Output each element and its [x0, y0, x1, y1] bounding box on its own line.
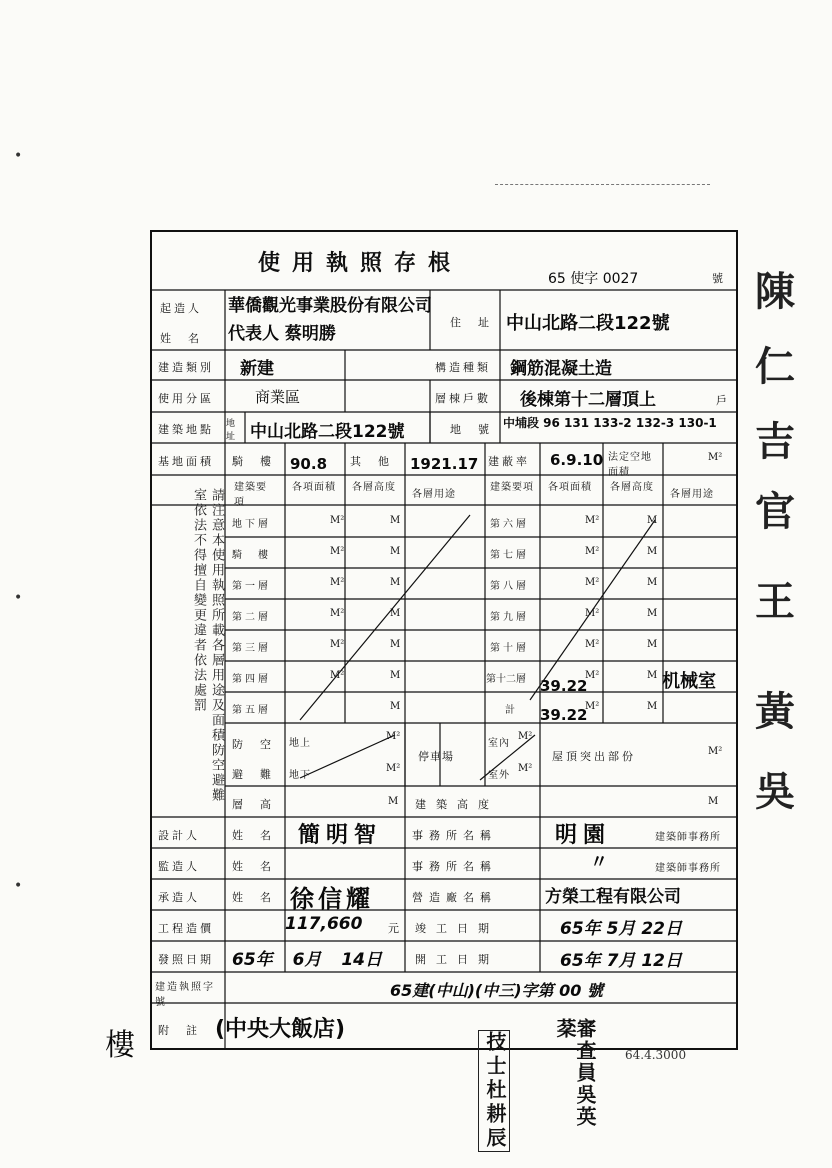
unit-m2: M²	[330, 546, 345, 557]
label-air-raid: 防 空	[232, 738, 274, 751]
label-ground-below: 地下	[289, 770, 311, 781]
serial-number: 65 使字 0027	[548, 271, 639, 287]
col-part-right: 建築要項	[490, 482, 534, 493]
unit-m2: M²	[708, 746, 723, 757]
label-contractor-name: 姓 名	[232, 891, 274, 904]
label-refuge: 避 難	[232, 768, 274, 781]
unit-m: M	[390, 639, 401, 650]
label-roof: 屋頂突出部份	[552, 750, 636, 763]
col-part: 建築要項	[234, 482, 267, 508]
hw-total-area: 39.22	[540, 706, 588, 724]
margin-char: 仁	[755, 343, 795, 390]
label-address: 住 址	[450, 316, 492, 329]
hw-use-zone: 商業區	[255, 388, 301, 406]
hw-completion: 65年 5月 22日	[560, 919, 682, 939]
stamp-reviewer: 審查員吳英棻	[553, 1018, 597, 1128]
unit-m: M	[388, 796, 399, 807]
col-height-right: 各層高度	[610, 482, 654, 493]
unit-m: M	[390, 670, 401, 681]
hw-site: 中山北路二段122號	[250, 422, 405, 442]
margin-dot: •	[14, 590, 23, 606]
margin-char: 吉	[755, 418, 795, 465]
label-start-date: 開工日期	[415, 953, 499, 966]
col-area-right: 各項面積	[548, 482, 592, 493]
floor-left-0: 地下層	[232, 519, 271, 530]
unit-m2: M²	[585, 577, 600, 588]
label-site: 建築地點	[158, 423, 214, 436]
label-ground-above: 地上	[289, 738, 311, 749]
unit-m: M	[647, 608, 658, 619]
side-note: 請注意本使用執照所載各層用途及面積防空避難室依法不得擅自變更違者依法處罰	[191, 488, 224, 803]
label-other: 其 他	[350, 455, 392, 468]
unit-m2: M²	[585, 639, 600, 650]
hw-floor12-use: 机械室	[662, 671, 716, 692]
form-title: 使用執照存根	[258, 250, 463, 276]
label-structure-type: 構造種類	[435, 361, 491, 374]
floor-left-5: 第四層	[232, 674, 271, 685]
hw-contractor: 徐信耀	[290, 885, 374, 913]
hw-address: 中山北路二段122號	[506, 313, 670, 334]
unit-m: M	[390, 546, 401, 557]
label-office-name: 事務所名稱	[412, 829, 497, 842]
label-applicant: 起造人	[160, 302, 202, 315]
unit-m2: M²	[585, 515, 600, 526]
label-builder-name: 營造廠名稱	[412, 891, 497, 904]
hw-arcade-area: 90.8	[290, 455, 328, 473]
floor-left-6: 第五層	[232, 705, 271, 716]
col-area: 各項面積	[292, 482, 336, 493]
hw-designer: 簡明智	[298, 823, 383, 848]
hw-floors-units: 後棟第十二層頂上	[520, 390, 656, 410]
label-building-type: 建造類別	[158, 361, 214, 374]
floor-right-6: 計	[505, 705, 518, 716]
margin-dot: •	[14, 878, 23, 894]
unit-m2: M²	[386, 763, 401, 774]
unit-m2: M²	[330, 639, 345, 650]
label-floor-height: 層 高	[232, 798, 274, 811]
label-coverage: 建蔽率	[488, 455, 530, 468]
hw-structure-type: 鋼筋混凝土造	[510, 359, 612, 379]
floor-right-1: 第七層	[490, 550, 529, 561]
col-use-right: 各層用途	[670, 489, 714, 500]
unit-m2: M²	[585, 701, 600, 712]
hw-cost: 117,660	[285, 914, 363, 934]
floor-right-5: 第十二層	[486, 674, 526, 685]
unit-m: M	[647, 701, 658, 712]
unit-m: M	[390, 577, 401, 588]
unit-m: M	[390, 608, 401, 619]
label-parking: 停車場	[418, 750, 454, 763]
col-height: 各層高度	[352, 482, 396, 493]
unit-m2: M²	[585, 670, 600, 681]
hw-issue: 65年 6月 14日	[232, 950, 382, 970]
floor-right-0: 第六層	[490, 519, 529, 530]
label-architect-office-2: 建築師事務所	[655, 863, 721, 874]
margin-dot: •	[14, 148, 23, 164]
floor-left-4: 第三層	[232, 643, 271, 654]
label-applicant-name: 姓 名	[160, 332, 202, 345]
margin-char: 王	[755, 578, 795, 625]
stamp-date: 64.4.3000	[625, 1048, 687, 1062]
label-completion: 竣工日期	[415, 922, 499, 935]
unit-m2: M²	[330, 608, 345, 619]
floor-right-3: 第九層	[490, 612, 529, 623]
hw-building-type: 新建	[240, 359, 274, 379]
label-land-area: 基地面積	[158, 455, 214, 468]
margin-char: 官	[755, 488, 795, 535]
hw-designer-office: 明園	[555, 823, 612, 848]
hw-lot-no: 中埔段 96 131 133-2 132-3 130-1	[503, 416, 717, 430]
hw-permit: 65建(中山)(中三)字第 00 號	[390, 981, 603, 1000]
label-use-zone: 使用分區	[158, 392, 214, 405]
label-open-space: 法定空地面積	[608, 452, 652, 478]
hw-builder-firm: 方榮工程有限公司	[545, 887, 681, 907]
label-designer: 設計人	[158, 829, 200, 842]
floor-left-1: 騎 樓	[232, 550, 271, 561]
hw-coverage: 6.9.10	[550, 451, 604, 469]
unit-m: M	[647, 639, 658, 650]
hw-notes: (中央大飯店)	[215, 1017, 346, 1042]
label-floors-units: 層棟戶數	[435, 392, 491, 405]
label-notes: 附 註	[158, 1024, 200, 1037]
hw-start: 65年 7月 12日	[560, 951, 682, 971]
unit-m2: M²	[330, 577, 345, 588]
unit-m: M	[390, 515, 401, 526]
unit-m2: M²	[585, 608, 600, 619]
label-building-height: 建築高度	[415, 798, 499, 811]
margin-char: 吳	[755, 768, 795, 815]
unit-m2: M²	[708, 452, 723, 463]
unit-m: M	[647, 670, 658, 681]
label-arcade: 騎 樓	[232, 455, 274, 468]
col-use: 各層用途	[412, 489, 456, 500]
label-cost: 工程造價	[158, 922, 214, 935]
label-outdoor: 室外	[488, 770, 510, 781]
unit-m2: M²	[585, 546, 600, 557]
label-supervisor: 監造人	[158, 860, 200, 873]
unit-m2: M²	[518, 731, 533, 742]
hw-margin-note: 樓	[105, 1028, 135, 1063]
label-office-name-2: 事務所名稱	[412, 860, 497, 873]
label-site-small: 地址	[226, 419, 237, 442]
unit-m2: M²	[386, 731, 401, 742]
label-issue-date: 發照日期	[158, 953, 214, 966]
unit-m: M	[708, 796, 719, 807]
floor-left-2: 第一層	[232, 581, 271, 592]
unit-m2: M²	[518, 763, 533, 774]
serial-suffix: 號	[712, 272, 726, 285]
label-households: 戶	[716, 394, 730, 407]
unit-m: M	[390, 701, 401, 712]
label-supervisor-name: 姓 名	[232, 860, 274, 873]
unit-m: M	[647, 546, 658, 557]
unit-m2: M²	[330, 670, 345, 681]
label-lot-no: 地 號	[450, 423, 492, 436]
hw-other-area: 1921.17	[410, 455, 479, 473]
unit-m: M	[647, 515, 658, 526]
label-indoor: 室內	[488, 738, 510, 749]
hw-supervisor-office: 〃	[590, 852, 608, 873]
label-architect-office: 建築師事務所	[655, 832, 721, 843]
hw-applicant: 華僑觀光事業股份有限公司 代表人 蔡明勝	[228, 296, 432, 344]
margin-char: 陳	[755, 268, 795, 315]
unit-m: M	[647, 577, 658, 588]
floor-right-4: 第十層	[490, 643, 529, 654]
stamp-chief: 技士杜耕辰	[478, 1030, 510, 1152]
floor-left-3: 第二層	[232, 612, 271, 623]
label-contractor: 承造人	[158, 891, 200, 904]
hw-floor12-area: 39.22	[540, 677, 588, 695]
floor-right-2: 第八層	[490, 581, 529, 592]
label-permit-no: 建造執照字號	[155, 982, 215, 1008]
unit-m2: M²	[330, 515, 345, 526]
label-designer-name: 姓 名	[232, 829, 274, 842]
label-yuan: 元	[388, 922, 402, 935]
margin-char: 黃	[755, 688, 795, 735]
